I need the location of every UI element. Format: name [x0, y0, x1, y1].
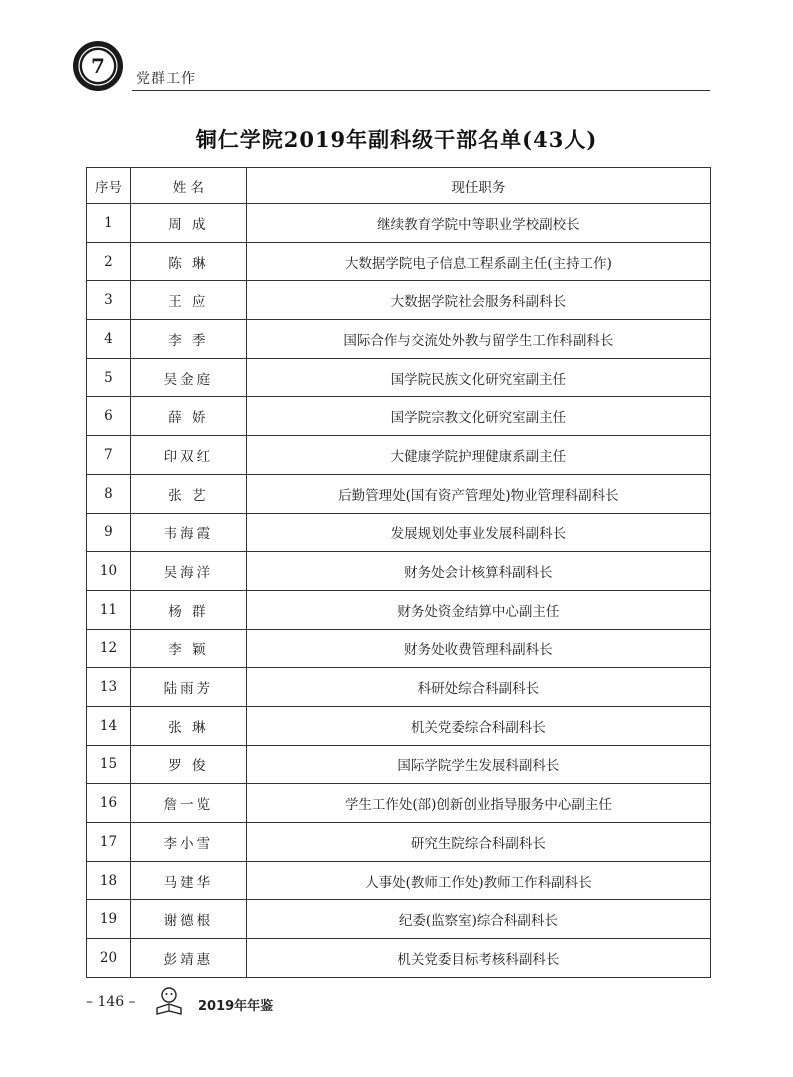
row-position: 继续教育学院中等职业学校副校长	[246, 204, 710, 243]
row-number: 11	[87, 590, 131, 629]
section-label: 党群工作	[136, 71, 196, 87]
row-number: 2	[87, 242, 131, 281]
row-number: 4	[87, 320, 131, 359]
row-number: 20	[87, 939, 131, 978]
row-name: 张 艺	[130, 474, 246, 513]
row-position: 国际学院学生发展科副科长	[246, 745, 710, 784]
row-number: 16	[87, 784, 131, 823]
row-number: 6	[87, 397, 131, 436]
row-name: 詹一览	[130, 784, 246, 823]
row-position: 发展规划处事业发展科副科长	[246, 513, 710, 552]
table-row	[87, 320, 711, 359]
row-name: 韦海霞	[130, 513, 246, 552]
row-number: 1	[87, 204, 131, 243]
row-number: 17	[87, 823, 131, 862]
row-name: 吴金庭	[130, 358, 246, 397]
header-rule	[132, 90, 710, 91]
row-name: 李 颖	[130, 629, 246, 668]
row-number: 8	[87, 474, 131, 513]
row-name: 李 季	[130, 320, 246, 359]
row-position: 国际合作与交流处外教与留学生工作科副科长	[246, 320, 710, 359]
row-name: 薛 娇	[130, 397, 246, 436]
row-position: 财务处资金结算中心副主任	[246, 590, 710, 629]
table-row	[87, 861, 711, 900]
row-name: 彭靖惠	[130, 939, 246, 978]
running-header	[72, 36, 712, 96]
column-header-position: 现任职务	[246, 168, 710, 204]
table-row	[87, 629, 711, 668]
row-number: 13	[87, 668, 131, 707]
row-name: 陈 琳	[130, 242, 246, 281]
table-header	[87, 168, 711, 204]
table-row	[87, 474, 711, 513]
table-row	[87, 436, 711, 475]
row-name: 张 琳	[130, 706, 246, 745]
row-position: 后勤管理处(国有资产管理处)物业管理科副科长	[246, 474, 710, 513]
row-name: 马建华	[130, 861, 246, 900]
table-row	[87, 204, 711, 243]
column-header-name: 姓 名	[130, 168, 246, 204]
row-name: 印双红	[130, 436, 246, 475]
row-name: 王 应	[130, 281, 246, 320]
row-name: 吴海洋	[130, 552, 246, 591]
row-number: 18	[87, 861, 131, 900]
table-row	[87, 513, 711, 552]
row-number: 19	[87, 900, 131, 939]
table-row	[87, 900, 711, 939]
table-row	[87, 590, 711, 629]
row-name: 杨 群	[130, 590, 246, 629]
page-number: – 146 –	[86, 994, 136, 1010]
row-number: 5	[87, 358, 131, 397]
table-row	[87, 358, 711, 397]
university-seal-icon	[72, 40, 124, 92]
row-position: 国学院宗教文化研究室副主任	[246, 397, 710, 436]
row-position: 机关党委目标考核科副科长	[246, 939, 710, 978]
table-row	[87, 552, 711, 591]
yearbook-label: 2019年年鉴	[198, 999, 274, 1014]
table-row	[87, 281, 711, 320]
table-row	[87, 939, 711, 978]
table-body	[87, 204, 711, 978]
row-position: 国学院民族文化研究室副主任	[246, 358, 710, 397]
row-number: 12	[87, 629, 131, 668]
reading-figure-icon	[152, 984, 186, 1018]
table-row	[87, 784, 711, 823]
row-position: 财务处收费管理科副科长	[246, 629, 710, 668]
row-position: 财务处会计核算科副科长	[246, 552, 710, 591]
table-row	[87, 745, 711, 784]
row-position: 大数据学院电子信息工程系副主任(主持工作)	[246, 242, 710, 281]
row-position: 科研处综合科副科长	[246, 668, 710, 707]
column-header-number: 序号	[87, 168, 131, 204]
row-number: 7	[87, 436, 131, 475]
seal-number: 7	[91, 54, 105, 78]
table-row	[87, 668, 711, 707]
row-position: 机关党委综合科副科长	[246, 706, 710, 745]
row-name: 陆雨芳	[130, 668, 246, 707]
cadre-roster-table	[86, 167, 711, 978]
row-position: 学生工作处(部)创新创业指导服务中心副主任	[246, 784, 710, 823]
table-row	[87, 397, 711, 436]
page-title: 铜仁学院2019年副科级干部名单(43人)	[195, 127, 598, 152]
row-number: 15	[87, 745, 131, 784]
table-row	[87, 706, 711, 745]
table-row	[87, 823, 711, 862]
row-name: 周 成	[130, 204, 246, 243]
row-name: 谢德根	[130, 900, 246, 939]
row-number: 10	[87, 552, 131, 591]
row-position: 人事处(教师工作处)教师工作科副科长	[246, 861, 710, 900]
table-row	[87, 242, 711, 281]
row-name: 李小雪	[130, 823, 246, 862]
row-position: 研究生院综合科副科长	[246, 823, 710, 862]
row-number: 9	[87, 513, 131, 552]
row-number: 14	[87, 706, 131, 745]
row-name: 罗 俊	[130, 745, 246, 784]
row-number: 3	[87, 281, 131, 320]
row-position: 大数据学院社会服务科副科长	[246, 281, 710, 320]
row-position: 纪委(监察室)综合科副科长	[246, 900, 710, 939]
row-position: 大健康学院护理健康系副主任	[246, 436, 710, 475]
page-footer	[86, 982, 486, 1022]
